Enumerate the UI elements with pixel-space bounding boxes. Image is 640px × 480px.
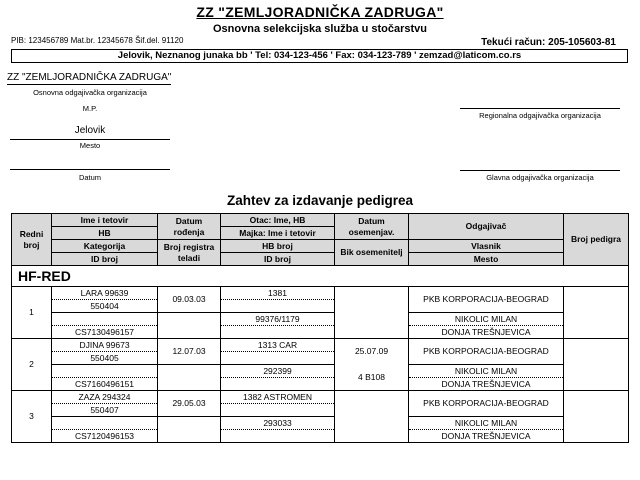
cell-otac: 1381 <box>221 287 335 300</box>
place-line <box>10 139 170 140</box>
bank-account: Tekući račun: 205-105603-81 <box>481 37 616 48</box>
cell-datum-rodjenja: 29.05.03 <box>158 391 221 417</box>
cell-mesto: DONJA TREŠNJEVICA <box>409 326 564 339</box>
cell-vlasnik: NIKOLIC MILAN <box>409 365 564 378</box>
cell-vlasnik: NIKOLIC MILAN <box>409 417 564 430</box>
cell-kategorija <box>52 313 158 326</box>
cell-datum-osemenjav <box>335 287 409 313</box>
cell-broj-pedigra <box>564 287 629 339</box>
col-bik-osemenitelj: Bik osemenitelj <box>335 240 409 266</box>
cell-otac: 1313 CAR <box>221 339 335 352</box>
cell-ime-tetovir: LARA 99639 <box>52 287 158 300</box>
main-caption: Glavna odgajivačka organizacija <box>486 173 594 182</box>
row-number: 3 <box>12 391 52 443</box>
cell-mesto: DONJA TREŠNJEVICA <box>409 378 564 391</box>
date-caption: Datum <box>78 173 102 182</box>
stamp-placeholder: M.P. <box>82 104 98 113</box>
organization-caption: Osnovna odgajivačka organizacija <box>33 88 147 97</box>
cell-broj-pedigra <box>564 339 629 391</box>
cell-id-broj: CS7120496153 <box>52 430 158 443</box>
col-id-broj-sire: ID broj <box>221 253 335 266</box>
col-ime-tetovir: Ime i tetovir <box>52 214 158 227</box>
cell-odgajivac: PKB KORPORACIJA-BEOGRAD <box>409 391 564 417</box>
row-number: 2 <box>12 339 52 391</box>
group-label: HF-RED <box>12 266 629 287</box>
col-redni-broj: Redni broj <box>12 214 52 266</box>
organization-name: ZZ "ZEMLJORADNIČKA ZADRUGA" <box>7 72 172 83</box>
col-broj-registra: Broj registra teladi <box>158 240 221 266</box>
regional-signature-line <box>460 108 620 109</box>
table-row <box>12 339 629 352</box>
col-hb: HB <box>52 227 158 240</box>
place-caption: Mesto <box>79 141 101 150</box>
cell-hb: 550407 <box>52 404 158 417</box>
cell-vlasnik: NIKOLIC MILAN <box>409 313 564 326</box>
document-header-title: ZZ "ZEMLJORADNIČKA ZADRUGA" <box>196 4 444 20</box>
cell-broj-pedigra <box>564 391 629 443</box>
cell-odgajivac: PKB KORPORACIJA-BEOGRAD <box>409 287 564 313</box>
col-otac: Otac: Ime, HB <box>221 214 335 227</box>
registration-ids: PIB: 123456789 Mat.br. 12345678 Šif.del. 91120 <box>11 36 184 45</box>
col-broj-pedigra: Broj pedigra <box>564 214 629 266</box>
cell-datum-rodjenja: 09.03.03 <box>158 287 221 313</box>
cell-bik-osemenitelj <box>335 313 409 339</box>
cell-id-broj-sire <box>221 326 335 339</box>
document-title: Zahtev za izdavanje pedigrea <box>226 193 414 208</box>
cell-hb-broj: 293033 <box>221 417 335 430</box>
col-datum-osemenjav: Datum osemenjav. <box>335 214 409 240</box>
cell-kategorija <box>52 417 158 430</box>
col-datum-rodjenja: Datum rođenja <box>158 214 221 240</box>
cell-id-broj: CS7160496151 <box>52 378 158 391</box>
cell-datum-rodjenja: 12.07.03 <box>158 339 221 365</box>
pedigree-request-table <box>11 213 629 443</box>
col-majka: Majka: Ime i tetovir <box>221 227 335 240</box>
cell-datum-osemenjav: 25.07.09 <box>335 339 409 365</box>
cell-broj-registra <box>158 313 221 339</box>
cell-bik-osemenitelj: 4 B108 <box>335 365 409 391</box>
table-row <box>12 391 629 404</box>
cell-hb-broj: 292399 <box>221 365 335 378</box>
cell-id-broj: CS7130496157 <box>52 326 158 339</box>
col-odgajivac: Odgajivač <box>409 214 564 240</box>
cell-majka <box>221 404 335 417</box>
contact-bar: Jelovik, Neznanog junaka bb ' Tel: 034-123-456 ' Fax: 034-123-789 ' zemzad@laticom.co.rs <box>11 49 628 63</box>
col-vlasnik: Vlasnik <box>409 240 564 253</box>
cell-hb: 550404 <box>52 300 158 313</box>
cell-otac: 1382 ASTROMEN <box>221 391 335 404</box>
cell-hb-broj: 99376/1179 <box>221 313 335 326</box>
date-line <box>10 169 170 170</box>
main-signature-line <box>460 170 620 171</box>
cell-majka <box>221 300 335 313</box>
cell-kategorija <box>52 365 158 378</box>
col-hb-broj: HB broj <box>221 240 335 253</box>
cell-id-broj-sire <box>221 430 335 443</box>
cell-broj-registra <box>158 365 221 391</box>
cell-majka <box>221 352 335 365</box>
cell-ime-tetovir: DJINA 99673 <box>52 339 158 352</box>
regional-caption: Regionalna odgajivačka organizacija <box>479 111 601 120</box>
col-id-broj: ID broj <box>52 253 158 266</box>
cell-bik-osemenitelj <box>335 417 409 443</box>
place-value: Jelovik <box>74 125 106 136</box>
document-header-subtitle: Osnovna selekcijska služba u stočarstvu <box>213 23 427 35</box>
cell-mesto: DONJA TREŠNJEVICA <box>409 430 564 443</box>
cell-odgajivac: PKB KORPORACIJA-BEOGRAD <box>409 339 564 365</box>
col-kategorija: Kategorija <box>52 240 158 253</box>
cell-broj-registra <box>158 417 221 443</box>
cell-id-broj-sire <box>221 378 335 391</box>
cell-hb: 550405 <box>52 352 158 365</box>
row-number: 1 <box>12 287 52 339</box>
table-row <box>12 287 629 300</box>
col-mesto: Mesto <box>409 253 564 266</box>
cell-datum-osemenjav <box>335 391 409 417</box>
cell-ime-tetovir: ZAZA 294324 <box>52 391 158 404</box>
